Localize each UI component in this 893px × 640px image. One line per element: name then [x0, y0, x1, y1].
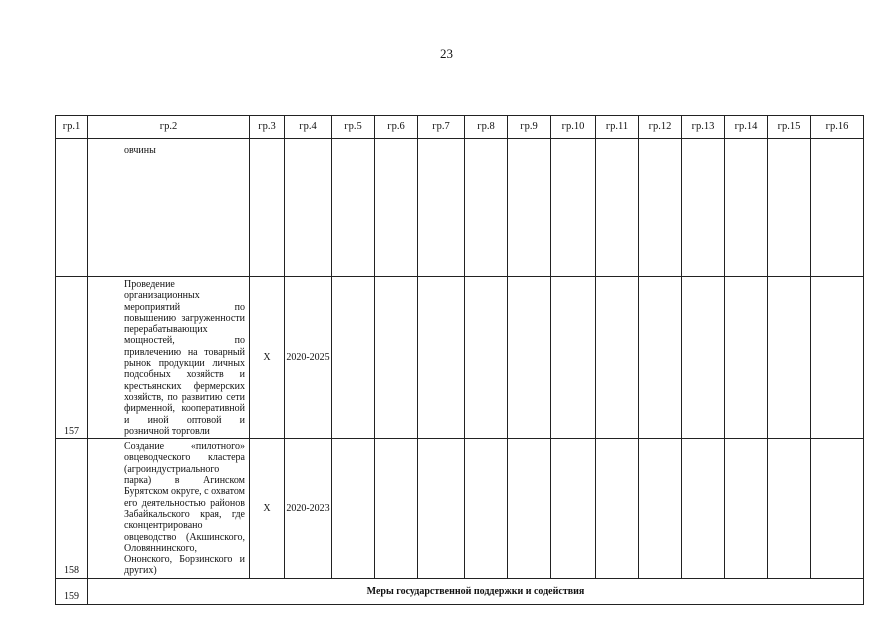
header-cell: гр.9 — [508, 116, 551, 139]
header-cell: гр.5 — [332, 116, 375, 139]
table-row — [56, 139, 864, 277]
header-cell: гр.8 — [465, 116, 508, 139]
row-number: 159 — [56, 578, 88, 604]
header-cell: гр.11 — [596, 116, 639, 139]
header-cell: гр.13 — [682, 116, 725, 139]
row-number: 157 — [56, 277, 88, 439]
section-title: Меры государственной поддержки и содействия — [88, 578, 864, 604]
table-row — [56, 439, 864, 579]
row-description: овчины — [88, 139, 250, 277]
header-cell: гр.15 — [768, 116, 811, 139]
header-cell: гр.12 — [639, 116, 682, 139]
header-cell: гр.14 — [725, 116, 768, 139]
header-cell: гр.6 — [375, 116, 418, 139]
table-row — [56, 277, 864, 439]
row-period: 2020-2025 — [285, 277, 332, 439]
header-cell: гр.4 — [285, 116, 332, 139]
header-cell: гр.1 — [56, 116, 88, 139]
row-col3: X — [250, 439, 285, 579]
table-row — [56, 578, 864, 604]
row-description: Проведение организационных мероприятий по повышению загруженности перерабатывающих мощностей, по привлечению на товарный рынок продукции личных подсобных хозяйств и крестьянских фермерских хозяйств, по развитию сети фирменной, кооперативной и иной оптовой и розничной торговли — [88, 277, 250, 439]
header-cell: гр.10 — [551, 116, 596, 139]
header-cell: гр.2 — [88, 116, 250, 139]
row-number: 158 — [56, 439, 88, 579]
page-number: 23 — [440, 46, 453, 61]
header-cell: гр.3 — [250, 116, 285, 139]
row-description: Создание «пилотного» овцеводческого кластера (агроиндустриального парка) в Агинском Бурятском округе, с охватом его деятельностью районов Забайкальского края, где сконцентрировано овцеводство (Акшинского, Оловяннинского, Ононского, Борзинского и других) — [88, 439, 250, 579]
table-header-row — [56, 116, 864, 139]
program-table — [55, 115, 864, 605]
header-cell: гр.7 — [418, 116, 465, 139]
header-cell: гр.16 — [811, 116, 864, 139]
row-col3: X — [250, 277, 285, 439]
row-period: 2020-2023 — [285, 439, 332, 579]
